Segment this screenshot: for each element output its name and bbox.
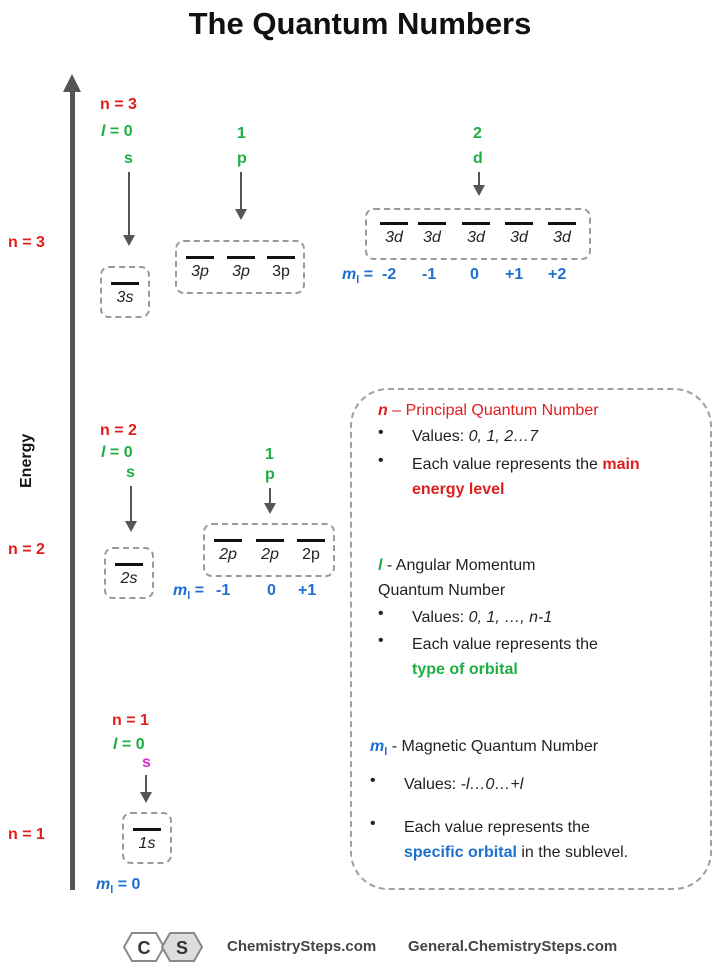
arrow-2s	[130, 486, 132, 530]
orbital-line	[380, 222, 408, 225]
values-text: 0, 1, 2…7	[468, 428, 538, 445]
info-l-values	[412, 605, 552, 630]
orbital-line	[462, 222, 490, 225]
values-prefix: Values:	[412, 609, 469, 626]
level3-d-letter: d	[473, 150, 483, 167]
orbital-label: 3d	[553, 229, 571, 246]
logo-c: C	[137, 938, 151, 958]
orbital-line	[505, 222, 533, 225]
orbital-3d-1	[379, 222, 409, 247]
orbital-line	[186, 256, 214, 259]
level2-ml-1: -1	[216, 582, 231, 599]
l-symbol: l	[113, 736, 118, 753]
orbital-label: 3d	[467, 229, 485, 246]
l-title-text: Quantum Number	[378, 582, 506, 599]
bullet: •	[378, 605, 384, 622]
orbital-3d-2	[417, 222, 447, 247]
level3-ml-2: -1	[422, 266, 437, 283]
highlight: energy level	[412, 481, 505, 498]
orbital-label: 2p	[219, 546, 237, 563]
level3-ml-5: +2	[548, 266, 567, 283]
info-ml-values	[404, 772, 523, 797]
page-title: The Quantum Numbers	[188, 6, 532, 41]
n-symbol: n	[378, 402, 388, 419]
orbital-label: 2p	[261, 546, 279, 563]
energy-arrow-head	[63, 74, 81, 92]
orbital-label: 1s	[138, 835, 156, 852]
l-symbol: l	[101, 123, 106, 140]
bullet: •	[370, 772, 376, 789]
logo-s: S	[175, 938, 189, 958]
level3-ml-4: +1	[505, 266, 524, 283]
bullet: •	[378, 632, 384, 649]
level3-s-letter: s	[124, 150, 133, 167]
l-symbol: l	[101, 444, 106, 461]
level2-ml-3: +1	[298, 582, 317, 599]
ml-eq: =	[363, 266, 374, 283]
level2-p-letter: p	[265, 466, 275, 483]
energy-axis	[70, 88, 75, 890]
arrow-3p	[240, 172, 242, 218]
n-title-text: – Principal Quantum Number	[392, 402, 599, 419]
info-n-values	[412, 424, 538, 449]
level2-n: n = 2	[100, 422, 137, 439]
orbital-3p-2	[226, 256, 256, 281]
orbital-2p-2	[255, 539, 285, 564]
level2-ml-2: 0	[267, 582, 276, 599]
box-1s	[122, 812, 172, 864]
ml-sub: l	[356, 274, 360, 287]
arrow-3d	[478, 172, 480, 194]
orbital-2p-3	[296, 539, 326, 564]
orbital-label: 3d	[385, 229, 403, 246]
info-ml-each	[404, 815, 704, 865]
n-label-1: n = 1	[8, 826, 45, 843]
box-3d	[365, 208, 591, 260]
orbital-1s	[132, 828, 162, 853]
orbital-line	[548, 222, 576, 225]
level3-n: n = 3	[100, 96, 137, 113]
orbital-label: 2s	[120, 570, 138, 587]
l-title-text: - Angular Momentum	[386, 557, 536, 574]
orbital-3p-1	[185, 256, 215, 281]
level3-ml-1: -2	[382, 266, 397, 283]
orbital-line	[115, 563, 143, 566]
orbital-label: 3p	[232, 263, 250, 280]
orbital-line	[297, 539, 325, 542]
highlight: type of orbital	[412, 661, 518, 678]
ml-value: 0	[131, 876, 141, 893]
orbital-2s	[114, 563, 144, 588]
level1-l	[113, 736, 145, 754]
orbital-3d-5	[547, 222, 577, 247]
orbital-line	[111, 282, 139, 285]
ml-sub: l	[110, 884, 114, 897]
orbital-3d-3	[461, 222, 491, 247]
tail-text: in the sublevel.	[521, 844, 629, 861]
level2-ml-symbol	[173, 582, 204, 602]
bullet: •	[378, 452, 384, 469]
level3-l	[101, 123, 133, 141]
orbital-label: 3d	[423, 229, 441, 246]
arrow-3s	[128, 172, 130, 244]
l-value: = 0	[109, 444, 133, 461]
level2-l	[101, 444, 133, 462]
level3-ml-symbol	[342, 266, 373, 286]
ml-m: m	[370, 738, 385, 755]
orbital-line	[133, 828, 161, 831]
highlight: main	[602, 456, 640, 473]
ml-m: m	[342, 266, 357, 283]
arrow-2p	[269, 488, 271, 512]
orbital-3d-4	[504, 222, 534, 247]
orbital-line	[214, 539, 242, 542]
orbital-line	[267, 256, 295, 259]
box-3p	[175, 240, 305, 294]
each-text: Each value represents the	[412, 456, 598, 473]
level3-ml-3: 0	[470, 266, 479, 283]
highlight: specific orbital	[404, 844, 517, 861]
level1-ml	[96, 876, 140, 896]
ml-title-text: - Magnetic Quantum Number	[391, 738, 599, 755]
level3-p-l: 1	[237, 125, 246, 142]
info-n-title	[378, 398, 599, 423]
footer-site-1[interactable]: ChemistrySteps.com	[227, 938, 377, 955]
ml-sub: l	[384, 746, 388, 759]
box-2p	[203, 523, 335, 577]
values-text: -l…0…+l	[460, 776, 524, 793]
bullet: •	[370, 815, 376, 832]
l-symbol: l	[378, 557, 383, 574]
ml-sub: l	[187, 590, 191, 603]
level1-n: n = 1	[112, 712, 149, 729]
n-label-3: n = 3	[8, 234, 45, 251]
info-n-each	[412, 452, 702, 502]
level2-p-l: 1	[265, 446, 274, 463]
n-label-2: n = 2	[8, 541, 45, 558]
ml-eq: =	[117, 876, 128, 893]
info-l-title	[378, 553, 698, 603]
orbital-line	[418, 222, 446, 225]
orbital-3s	[110, 282, 140, 307]
footer-site-2[interactable]: General.ChemistrySteps.com	[408, 938, 618, 955]
info-l-each	[412, 632, 702, 682]
values-prefix: Values:	[404, 776, 461, 793]
level3-d-l: 2	[473, 125, 482, 142]
box-3s	[100, 266, 150, 318]
orbital-label: 3d	[510, 229, 528, 246]
orbital-2p-1	[213, 539, 243, 564]
ml-eq: =	[194, 582, 205, 599]
level2-s-letter: s	[126, 464, 135, 481]
bullet: •	[378, 424, 384, 441]
each-text: Each value represents the	[412, 636, 598, 653]
l-value: = 0	[109, 123, 133, 140]
orbital-label: 3p	[272, 263, 290, 280]
each-text: Each value represents the	[404, 819, 590, 836]
chemistrysteps-logo	[120, 929, 206, 965]
l-value: = 0	[121, 736, 145, 753]
level1-s-letter: s	[142, 754, 151, 771]
energy-axis-label: Energy	[18, 433, 35, 488]
values-prefix: Values:	[412, 428, 469, 445]
orbital-label: 3s	[116, 289, 134, 306]
orbital-line	[256, 539, 284, 542]
ml-m: m	[173, 582, 188, 599]
info-ml-title	[370, 734, 700, 765]
ml-m: m	[96, 876, 111, 893]
arrow-1s	[145, 775, 147, 801]
orbital-3p-3	[266, 256, 296, 281]
orbital-label: 3p	[191, 263, 209, 280]
values-text: 0, 1, …, n-1	[468, 609, 553, 626]
orbital-line	[227, 256, 255, 259]
box-2s	[104, 547, 154, 599]
orbital-label: 2p	[302, 546, 320, 563]
level3-p-letter: p	[237, 150, 247, 167]
